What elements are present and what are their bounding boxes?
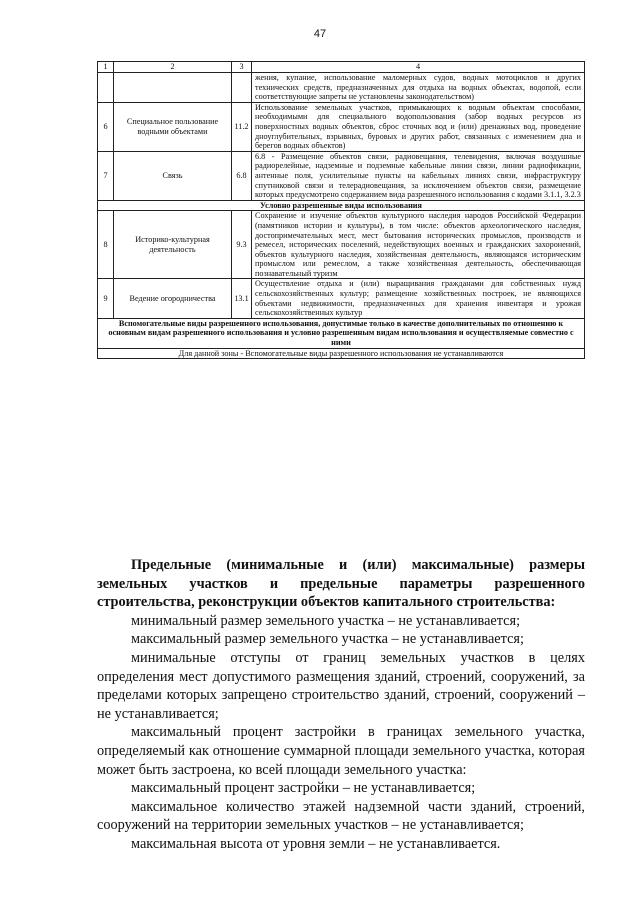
section-header-conditional <box>98 200 585 211</box>
auxiliary-note: Для данной зоны - Вспомогательные виды разрешенного использования не устанавливаются <box>98 348 585 359</box>
use-code: 13.1 <box>232 279 252 318</box>
section-title: Условно разрешенные виды использования <box>98 200 585 211</box>
row-number: 6 <box>98 102 114 151</box>
use-name: Связь <box>114 151 232 200</box>
table-header-row <box>98 62 585 73</box>
row-number: 8 <box>98 211 114 279</box>
paragraph: минимальные отступы от границ земельных участков в целях определения мест допустимого размещения зданий, строений, сооружений, за пределами которых запрещено строительство зданий, строений, сооружений – не устанавливается; <box>97 649 585 722</box>
use-code: 6.8 <box>232 151 252 200</box>
table-row <box>98 102 585 151</box>
section-title: Вспомогательные виды разрешенного использования, допустимые только в качестве дополнительных по отношению к основным видам разрешенного использования и условно разрешенным видам использования и осуществляемые совместно с ними <box>98 318 585 348</box>
use-description: Осуществление отдыха и (или) выращивания гражданами для собственных нужд сельскохозяйственных культур; размещение хозяйственных построек, не являющихся объектами недвижимости, предназначенных для хранения инвентаря и урожая сельскохозяйственных культур <box>252 279 585 318</box>
use-description: Сохранение и изучение объектов культурного наследия народов Российской Федерации (памятников истории и культуры), в том числе: объектов археологического наследия, достопримечательных мест, мест бытования исторических промыслов, производств и ремесел, исторических поселений, недействующих военных и гражданских захоронений, объектов культурного наследия, хозяйственная деятельность, являющаяся историческим промыслом или ремеслом, а также хозяйственная деятельность, обеспечивающая познавательный туризм <box>252 211 585 279</box>
paragraph: максимальный размер земельного участка – не устанавливается; <box>131 631 524 648</box>
table-row <box>98 151 585 200</box>
use-description: 6.8 - Размещение объектов связи, радиовещания, телевидения, включая воздушные радиорелейные, надземные и подземные кабельные линии связи, линии радиофикации, антенные поля, усилительные пункты на кабельных линиях связи, инфраструктуру спутниковой связи и телерадиовещания, за исключением объектов связи, размещение которых предусмотрено содержанием вида разрешенного использования с кодами 3.1.1, 3.2.3 <box>252 151 585 200</box>
section-header-auxiliary <box>98 318 585 348</box>
paragraph: максимальный процент застройки в границах земельного участка, определяемый как отношение суммарной площади земельного участка, которая может быть застроена, ко всей площади земельного участка: <box>97 724 585 778</box>
paragraph: максимальная высота от уровня земли – не устанавливается. <box>131 835 501 852</box>
header-cell-3: 3 <box>232 62 252 73</box>
page-number: 47 <box>313 28 327 40</box>
table-row-continuation <box>98 73 585 103</box>
header-cell-1: 1 <box>98 62 114 73</box>
table-row <box>98 211 585 279</box>
use-name: Ведение огородничества <box>114 279 232 318</box>
use-name: Специальное пользование водными объектами <box>114 102 232 151</box>
use-code: 11.2 <box>232 102 252 151</box>
header-cell-2: 2 <box>114 62 232 73</box>
parameters-section <box>97 556 585 854</box>
continuation-cell: жения, купание, использование маломерных судов, водных мотоциклов и других технических средств, предназначенных для отдыха на водных объектах, водопой, если соответствующие запреты не установлены законодательством) <box>252 73 585 103</box>
land-use-table <box>97 61 585 359</box>
paragraph: минимальный размер земельного участка – не устанавливается; <box>131 612 521 629</box>
table-row <box>98 279 585 318</box>
header-cell-4: 4 <box>252 62 585 73</box>
auxiliary-note-row <box>98 348 585 359</box>
row-number: 9 <box>98 279 114 318</box>
paragraph: максимальное количество этажей надземной части зданий, строений, сооружений на территории земельных участков – не устанавливается; <box>97 798 585 834</box>
use-name: Историко-культурная деятельность <box>114 211 232 279</box>
section-heading: Предельные (минимальные и (или) максимальные) размеры земельных участков и предельные параметры разрешенного строительства, реконструкции объектов капитального строительства: <box>97 557 585 611</box>
use-code: 9.3 <box>232 211 252 279</box>
paragraph: максимальный процент застройки – не устанавливается; <box>131 780 476 797</box>
row-number: 7 <box>98 151 114 200</box>
use-description: Использование земельных участков, примыкающих к водным объектам способами, необходимыми для специального водопользования (забор водных ресурсов из поверхностных водных объектов, сброс сточных вод и (или) дренажных вод, проведение дноуглубительных, взрывных, буровых и других работ, связанных с изменением дна и берегов водных объектов) <box>252 102 585 151</box>
